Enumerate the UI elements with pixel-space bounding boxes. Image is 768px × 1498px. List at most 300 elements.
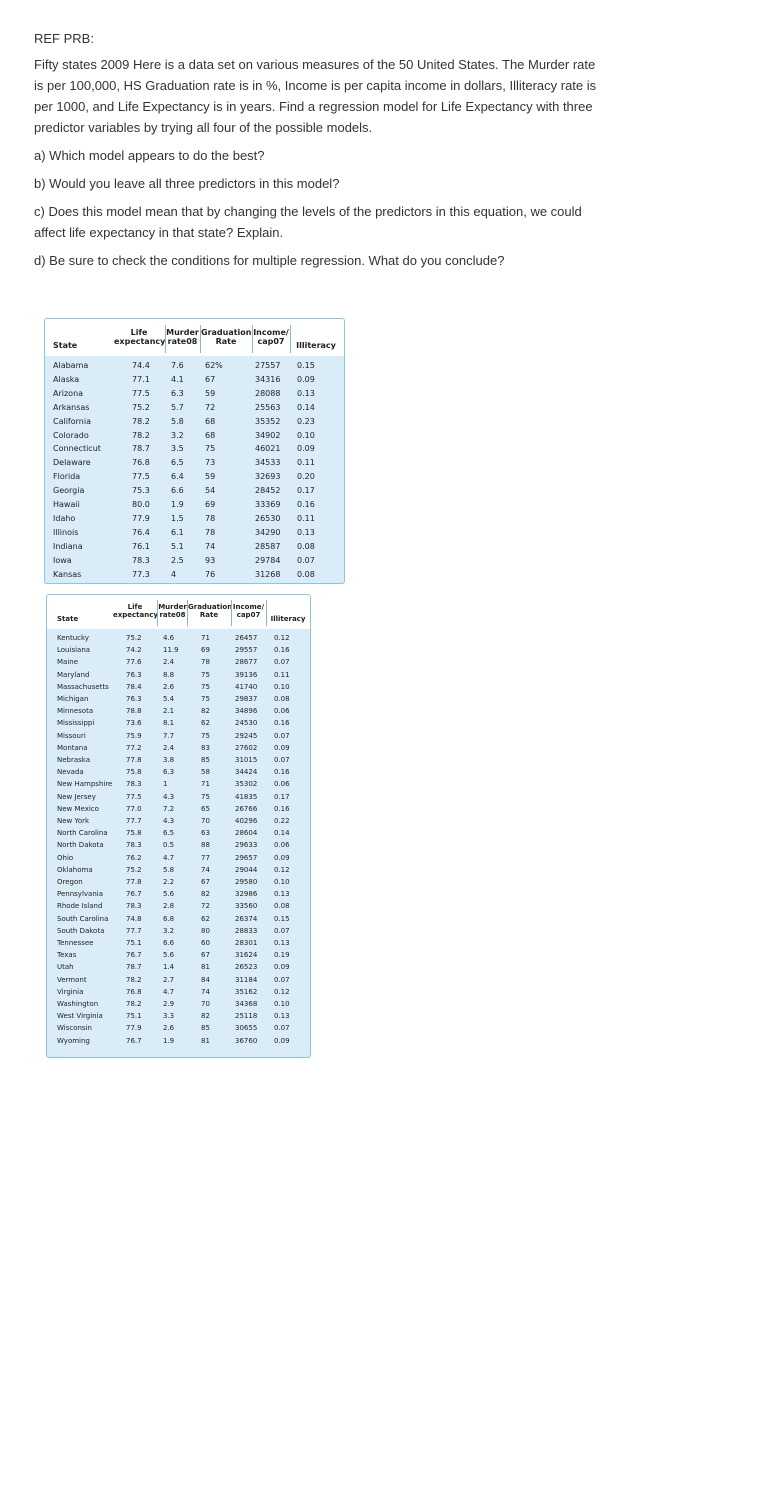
life-expectancy-cell: 77.8 [126,756,142,764]
graduation-rate-cell: 69 [205,500,216,509]
state-cell: Idaho [53,513,76,523]
income-cell: 26457 [235,634,258,642]
state-cell: Minnesota [57,707,94,716]
illiteracy-cell: 0.16 [297,500,315,509]
graduation-rate-cell: 58 [201,768,210,777]
table-row [47,937,310,949]
header-murder-rate [158,603,187,619]
table-row [45,415,344,429]
murder-rate-cell: 6.3 [163,768,175,777]
murder-rate-cell: 6.5 [163,829,175,838]
header-grad-line2: Rate [199,611,219,619]
illiteracy-cell: 0.17 [297,486,315,496]
illiteracy-cell: 0.06 [274,707,290,716]
life-expectancy-cell: 75.8 [126,829,142,838]
table-row [47,632,310,644]
income-cell: 29245 [235,731,258,740]
income-cell: 39136 [235,670,258,679]
state-cell: West Virginia [57,1012,103,1021]
table-header [47,595,310,629]
graduation-rate-cell: 71 [201,634,210,642]
illiteracy-cell: 0.08 [274,695,290,703]
life-expectancy-cell: 77.3 [132,569,150,579]
problem-intro: Fifty states 2009 Here is a data set on various measures of the 50 United States. The Murder rate is per 100,000, HS Graduation rate is in %, Income is per capita income in dollars, Illiteracy rate is per 1000, and Life Expectancy is in years. Find a regression model for Life Expectancy with three predictor variables by trying all four of the possible models. [34,57,597,135]
illiteracy-cell: 0.13 [274,939,290,947]
life-expectancy-cell: 78.2 [126,975,142,984]
murder-rate-cell: 11.9 [163,646,179,655]
murder-rate-cell: 2.4 [163,658,175,667]
murder-rate-cell: 4.7 [163,853,175,862]
table-row [45,429,344,443]
income-cell: 28677 [235,658,258,667]
graduation-rate-cell: 62% [205,361,223,370]
table-row [47,1035,310,1047]
state-cell: Michigan [57,695,89,703]
illiteracy-cell: 0.12 [274,865,290,874]
table-row [47,974,310,986]
murder-rate-cell: 1.4 [163,963,175,972]
state-cell: Kansas [53,569,82,579]
state-cell: California [53,416,91,426]
murder-rate-cell: 5.8 [171,416,184,426]
states-table-2 [46,594,311,1058]
graduation-rate-cell: 81 [201,963,210,972]
income-cell: 28587 [255,541,281,551]
graduation-rate-cell: 73 [205,458,216,468]
state-cell: South Carolina [57,914,109,923]
illiteracy-cell: 0.14 [274,829,290,838]
graduation-rate-cell: 75 [205,444,216,454]
graduation-rate-cell: 77 [201,853,210,862]
income-cell: 29657 [235,853,258,862]
graduation-rate-cell: 60 [201,939,210,947]
life-expectancy-cell: 75.9 [126,731,142,740]
income-cell: 34368 [235,1000,258,1008]
illiteracy-cell: 0.15 [274,914,290,923]
illiteracy-cell: 0.10 [274,682,290,691]
table-row [47,681,310,693]
murder-rate-cell: 6.4 [171,472,184,482]
income-cell: 25118 [235,1012,258,1021]
life-expectancy-cell: 77.6 [126,658,142,667]
state-cell: New Mexico [57,804,99,813]
header-murder-line1: Murder [158,603,187,611]
illiteracy-cell: 0.13 [297,388,315,398]
income-cell: 27602 [235,743,258,752]
table-row [45,401,344,415]
state-cell: Tennessee [57,939,94,947]
state-cell: Wisconsin [57,1024,92,1033]
life-expectancy-cell: 77.5 [132,388,150,398]
life-expectancy-cell: 75.1 [126,1012,142,1021]
header-state: State [57,615,79,623]
state-cell: North Carolina [57,829,108,838]
life-expectancy-cell: 74.2 [126,646,142,655]
state-cell: Kentucky [57,634,89,642]
murder-rate-cell: 2.7 [163,975,175,984]
state-cell: Indiana [53,541,83,551]
illiteracy-cell: 0.07 [274,975,290,984]
table-row [47,754,310,766]
graduation-rate-cell: 70 [201,817,210,825]
state-cell: Maine [57,658,79,667]
graduation-rate-cell: 82 [201,1012,210,1021]
state-cell: New Jersey [57,792,96,801]
murder-rate-cell: 0.5 [163,841,175,850]
murder-rate-cell: 2.6 [163,1024,175,1033]
table-row [45,359,344,373]
income-cell: 29837 [235,695,258,703]
murder-rate-cell: 5.8 [163,865,175,874]
illiteracy-cell: 0.08 [297,569,315,579]
income-cell: 26766 [235,804,258,813]
illiteracy-cell: 0.10 [297,430,315,440]
illiteracy-cell: 0.06 [274,841,290,850]
income-cell: 33369 [255,500,281,509]
state-cell: Florida [53,472,81,482]
header-state: State [53,341,78,350]
graduation-rate-cell: 63 [201,829,210,838]
life-expectancy-cell: 76.2 [126,853,142,862]
life-expectancy-cell: 76.7 [126,1036,142,1045]
murder-rate-cell: 5.6 [163,951,175,960]
income-cell: 28604 [235,829,258,838]
header-life-expectancy [114,328,164,346]
life-expectancy-cell: 76.8 [126,987,142,996]
state-cell: Ohio [57,853,74,862]
table-header [45,319,344,356]
state-cell: Missouri [57,731,86,740]
state-cell: South Dakota [57,926,105,935]
question-c: c) Does this model mean that by changing the levels of the predictors in this equation, we could affect life expectancy in that state? Explain. [34,204,582,240]
illiteracy-cell: 0.07 [274,926,290,935]
graduation-rate-cell: 84 [201,975,210,984]
illiteracy-cell: 0.07 [274,731,290,740]
state-cell: Wyoming [57,1036,90,1045]
graduation-rate-cell: 78 [205,513,216,523]
illiteracy-cell: 0.13 [297,527,315,537]
header-grad-line2: Rate [215,337,237,346]
table-row [47,998,310,1010]
header-life-expectancy [113,603,157,619]
state-cell: Vermont [57,975,87,984]
header-income-line1: Income/ [253,328,289,337]
income-cell: 40296 [235,817,258,825]
table-row [47,876,310,888]
ref-label: REF PRB: [34,31,94,46]
table-row [45,470,344,484]
graduation-rate-cell: 76 [205,569,216,579]
table-row [47,839,310,851]
illiteracy-cell: 0.09 [297,374,315,384]
graduation-rate-cell: 71 [201,780,210,789]
murder-rate-cell: 7.2 [163,804,175,813]
life-expectancy-cell: 77.5 [132,472,150,482]
life-expectancy-cell: 78.7 [132,444,150,454]
income-cell: 26523 [235,963,258,972]
income-cell: 35302 [235,780,258,789]
table-row [45,387,344,401]
murder-rate-cell: 4.1 [171,374,184,384]
graduation-rate-cell: 62 [201,719,210,728]
table-row [45,540,344,554]
income-cell: 35352 [255,416,281,426]
illiteracy-cell: 0.16 [274,646,290,655]
table-row [47,827,310,839]
murder-rate-cell: 1 [163,780,168,789]
illiteracy-cell: 0.07 [274,658,290,667]
murder-rate-cell: 2.2 [163,878,175,886]
life-expectancy-cell: 76.3 [126,695,142,703]
life-expectancy-cell: 77.8 [126,878,142,886]
graduation-rate-cell: 75 [201,670,210,679]
income-cell: 28301 [235,939,258,947]
graduation-rate-cell: 83 [201,743,210,752]
illiteracy-cell: 0.10 [274,1000,290,1008]
life-expectancy-cell: 77.0 [126,804,142,813]
state-cell: Nevada [57,768,84,777]
illiteracy-cell: 0.08 [297,541,315,551]
table-row [45,512,344,526]
life-expectancy-cell: 75.2 [126,634,142,642]
table-row [47,913,310,925]
graduation-rate-cell: 80 [201,926,210,935]
illiteracy-cell: 0.16 [274,804,290,813]
table-row [47,766,310,778]
murder-rate-cell: 2.8 [163,902,175,911]
income-cell: 25563 [255,402,281,412]
state-cell: North Dakota [57,841,104,850]
header-graduation-rate [201,328,251,346]
life-expectancy-cell: 73.6 [126,719,142,728]
illiteracy-cell: 0.12 [274,634,290,642]
murder-rate-cell: 4.3 [163,792,175,801]
header-murder-line1: Murder [166,328,199,337]
murder-rate-cell: 7.7 [163,731,175,740]
murder-rate-cell: 8.8 [163,670,175,679]
illiteracy-cell: 0.09 [274,853,290,862]
life-expectancy-cell: 78.2 [132,430,150,440]
illiteracy-cell: 0.09 [274,743,290,752]
table-row [45,442,344,456]
header-income-line1: Income/ [232,603,265,611]
murder-rate-cell: 3.3 [163,1012,175,1021]
murder-rate-cell: 4.3 [163,817,175,825]
table-row [45,526,344,540]
income-cell: 31268 [255,569,281,579]
header-murder-line2: rate08 [167,337,198,346]
table-row [47,949,310,961]
life-expectancy-cell: 77.7 [126,926,142,935]
illiteracy-cell: 0.11 [297,513,315,523]
income-cell: 34896 [235,707,258,716]
income-cell: 46021 [255,444,281,454]
table-row [47,742,310,754]
header-illiteracy: Illiteracy [270,615,306,623]
graduation-rate-cell: 93 [205,555,216,565]
life-expectancy-cell: 75.8 [126,768,142,777]
income-cell: 36760 [235,1036,258,1045]
graduation-rate-cell: 78 [205,527,216,537]
life-expectancy-cell: 80.0 [132,500,150,509]
state-cell: Delaware [53,458,91,468]
table-row [47,644,310,656]
income-cell: 29557 [235,646,258,655]
table-row [47,778,310,790]
state-cell: Alabama [53,361,89,370]
life-expectancy-cell: 77.9 [126,1024,142,1033]
graduation-rate-cell: 68 [205,416,216,426]
illiteracy-cell: 0.20 [297,472,315,482]
murder-rate-cell: 4.7 [163,987,175,996]
illiteracy-cell: 0.14 [297,402,315,412]
state-cell: Arkansas [53,402,90,412]
state-cell: Illinois [53,527,79,537]
life-expectancy-cell: 75.3 [132,486,150,496]
table-row [47,961,310,973]
illiteracy-cell: 0.16 [274,768,290,777]
header-life-line2: expectancy [114,337,166,346]
state-cell: Louisiana [57,646,91,655]
table-row [47,656,310,668]
graduation-rate-cell: 54 [205,486,216,496]
murder-rate-cell: 8.1 [163,719,175,728]
life-expectancy-cell: 77.7 [126,817,142,825]
graduation-rate-cell: 74 [205,541,216,551]
murder-rate-cell: 6.1 [171,527,184,537]
illiteracy-cell: 0.17 [274,792,290,801]
illiteracy-cell: 0.09 [274,1036,290,1045]
header-graduation-rate [188,603,233,619]
income-cell: 29633 [235,841,258,850]
table-row [47,852,310,864]
header-income-line2: cap07 [236,611,261,619]
graduation-rate-cell: 59 [205,388,216,398]
table-row [45,484,344,498]
graduation-rate-cell: 75 [201,695,210,703]
illiteracy-cell: 0.23 [297,416,315,426]
income-cell: 31184 [235,975,258,984]
illiteracy-cell: 0.11 [297,458,315,468]
state-cell: Utah [57,963,74,972]
income-cell: 27557 [255,361,281,370]
life-expectancy-cell: 78.7 [126,963,142,972]
murder-rate-cell: 3.5 [171,444,184,454]
income-cell: 28452 [255,486,281,496]
murder-rate-cell: 2.5 [171,555,184,565]
question-d: d) Be sure to check the conditions for multiple regression. What do you conclude? [34,253,505,268]
life-expectancy-cell: 76.3 [126,670,142,679]
income-cell: 29784 [255,555,281,565]
life-expectancy-cell: 78.3 [126,902,142,911]
table-row [45,373,344,387]
income-cell: 35162 [235,987,258,996]
table-row [45,498,344,512]
table-row [47,986,310,998]
income-cell: 24530 [235,719,258,728]
income-cell: 31624 [235,951,258,960]
income-cell: 32693 [255,472,281,482]
graduation-rate-cell: 68 [205,430,216,440]
murder-rate-cell: 1.9 [163,1036,175,1045]
income-cell: 41835 [235,792,258,801]
state-cell: Nebraska [57,756,91,764]
table-row [47,888,310,900]
murder-rate-cell: 7.6 [171,361,184,370]
table-row [45,568,344,582]
income-cell: 28833 [235,926,258,935]
table-row [45,554,344,568]
life-expectancy-cell: 76.1 [132,541,150,551]
table-row [47,730,310,742]
header-grad-line1: Graduation [188,603,233,611]
murder-rate-cell: 4.6 [163,634,175,642]
illiteracy-cell: 0.10 [274,878,290,886]
illiteracy-cell: 0.09 [274,963,290,972]
murder-rate-cell: 2.9 [163,1000,175,1008]
table-row [47,693,310,705]
life-expectancy-cell: 78.4 [126,682,142,691]
life-expectancy-cell: 78.8 [126,707,142,716]
graduation-rate-cell: 78 [201,658,210,667]
graduation-rate-cell: 69 [201,646,210,655]
header-murder-line2: rate08 [159,611,186,619]
graduation-rate-cell: 67 [205,374,216,384]
illiteracy-cell: 0.11 [274,670,290,679]
murder-rate-cell: 2.6 [163,682,175,691]
state-cell: Colorado [53,430,89,440]
state-cell: Georgia [53,486,85,496]
income-cell: 31015 [235,756,258,764]
graduation-rate-cell: 75 [201,792,210,801]
income-cell: 34533 [255,458,281,468]
graduation-rate-cell: 59 [205,472,216,482]
illiteracy-cell: 0.07 [274,1024,290,1033]
state-cell: Pennsylvania [57,890,103,899]
table-row [47,815,310,827]
murder-rate-cell: 6.5 [171,458,184,468]
murder-rate-cell: 4 [171,569,177,579]
graduation-rate-cell: 67 [201,878,210,886]
graduation-rate-cell: 88 [201,841,210,850]
header-murder-rate [166,328,199,346]
income-cell: 30655 [235,1024,258,1033]
murder-rate-cell: 2.1 [163,707,175,716]
table-row [47,791,310,803]
question-b: b) Would you leave all three predictors in this model? [34,176,340,191]
murder-rate-cell: 1.5 [171,513,184,523]
graduation-rate-cell: 70 [201,1000,210,1008]
income-cell: 33560 [235,902,258,911]
life-expectancy-cell: 76.8 [132,458,150,468]
graduation-rate-cell: 75 [201,731,210,740]
murder-rate-cell: 3.2 [171,430,184,440]
illiteracy-cell: 0.16 [274,719,290,728]
murder-rate-cell: 6.8 [163,914,175,923]
illiteracy-cell: 0.13 [274,1012,290,1021]
murder-rate-cell: 5.4 [163,695,175,703]
life-expectancy-cell: 74.8 [126,914,142,923]
illiteracy-cell: 0.09 [297,444,315,454]
income-cell: 34290 [255,527,281,537]
header-income [253,328,289,346]
table-row [47,803,310,815]
illiteracy-cell: 0.08 [274,902,290,911]
illiteracy-cell: 0.12 [274,987,290,996]
graduation-rate-cell: 65 [201,804,210,813]
state-cell: Alaska [53,374,80,384]
income-cell: 28088 [255,388,281,398]
